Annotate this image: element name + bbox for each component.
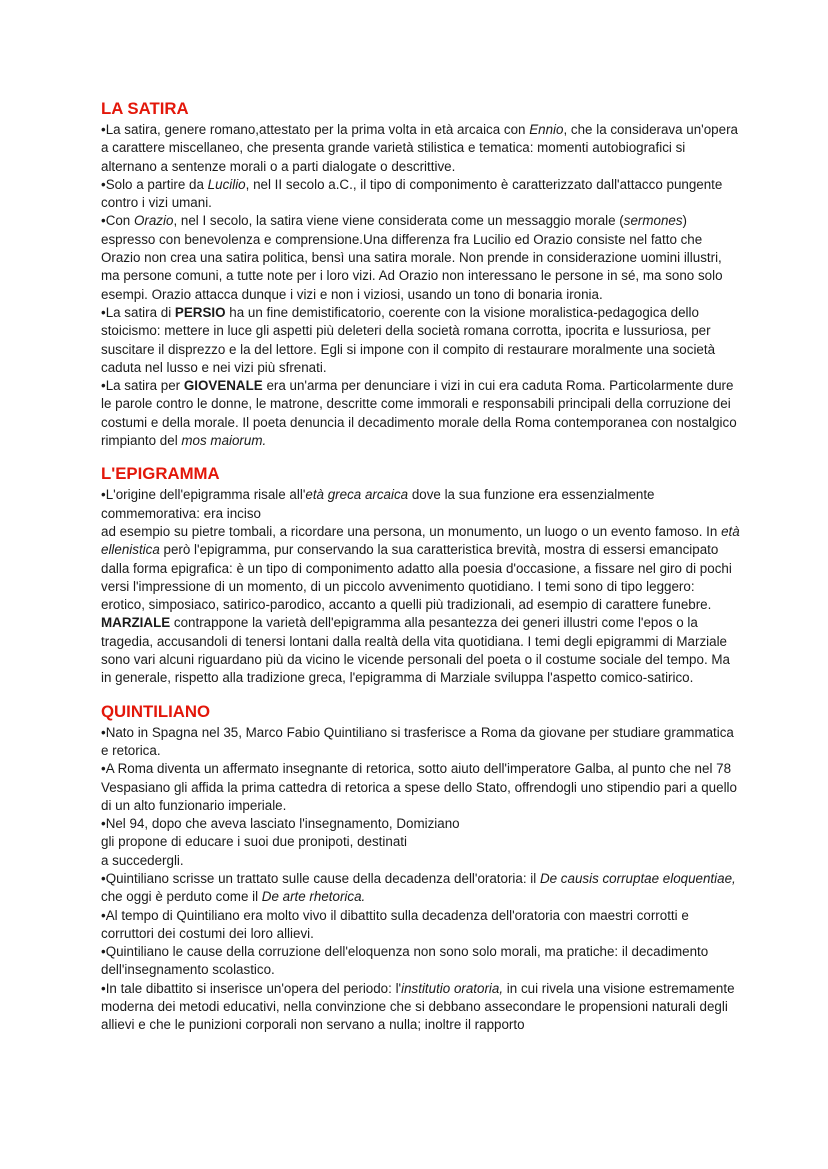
text-run: era un'arma per denunciare i vizi in cui era caduta Roma. Particolarmente dure le parole contro le donne, le matrone, descritte come immorali e responsabili principali della corruzione dei costumi e della morale. Il poeta denuncia il decadimento morale della Roma contemporanea con nostalgico rimpianto del <box>101 378 737 449</box>
text-run: •Solo a partire da <box>101 176 208 192</box>
text-run: •Nel 94, dopo che aveva lasciato l'insegnamento, Domiziano <box>101 816 460 832</box>
paragraph <box>101 815 741 833</box>
section-heading: L'EPIGRAMMA <box>101 464 220 484</box>
text-run: gli propone di educare i suoi due pronipoti, destinati <box>101 834 407 850</box>
paragraph <box>101 833 741 851</box>
paragraph <box>101 870 741 907</box>
text-run: •Nato in Spagna nel 35, Marco Fabio Quintiliano si trasferisce a Roma da giovane per studiare grammatica e retorica. <box>101 724 734 758</box>
text-run: , che la considerava un'opera a carattere miscellaneo, che presenta grande varietà stilistica e tematica: momenti autobiografici si alternano a sentenze morali o a parti dialogate o descrittive. <box>101 122 738 174</box>
paragraph <box>101 852 741 870</box>
text-run: ) espresso con benevolenza e comprensione.Una differenza fra Lucilio ed Orazio consiste nel fatto che Orazio non crea una satira politica, bensì una satira morale. Non prende in considerazione uomini illustri, ma persone comuni, a tutte note per i loro vizi. Ad Orazio non interessano le persone in sé, ma sono solo esempi. Orazio attacca dunque i vizi e non i viziosi, usando un tono di bonaria ironia. <box>101 213 723 302</box>
section-la-satira <box>101 99 741 450</box>
paragraph <box>101 523 741 688</box>
paragraph <box>101 304 741 377</box>
italic-text: età ellenistica <box>101 523 740 558</box>
text-run: però l'epigramma, pur conservando la sua caratteristica brevità, mostra di essersi emancipato dalla forma epigrafica: è un tipo di componimento adatto alla poesia d'occasione, a fissare nel giro di pochi versi l'impressione di un momento, di un piccolo avvenimento quotidiano. I temi sono di tipo leggero: erotico, simposiaco, satirico-parodico, accanto a quelli più tradizionali, ad esempio di carattere funebre. <box>101 542 732 613</box>
text-run: ad esempio su pietre tombali, a ricordare una persona, un monumento, un luogo o un evento famoso. In <box>101 523 722 539</box>
text-run: ha un fine demistificatorio, coerente con la visione moralistica-pedagogica dello stoicismo: mettere in luce gli aspetti più deleteri della società romana corrotta, ipocrita e lussuriosa, per suscitare il disprezzo e la del lettore. Egli si impone con il compito di restaurare moralmente una società caduta nel lusso e nei vizi più sfrenati. <box>101 304 716 375</box>
text-run: •Quintiliano le cause della corruzione dell'eloquenza non sono solo morali, ma pratiche: il decadimento dell'insegnamento scolastico. <box>101 944 709 978</box>
text-run: •Quintiliano scrisse un trattato sulle cause della decadenza dell'oratoria: il <box>101 870 540 886</box>
italic-text: De arte rhetorica. <box>261 889 366 905</box>
paragraph <box>101 980 741 1035</box>
paragraph <box>101 377 741 450</box>
italic-text: mos maiorum. <box>181 433 267 449</box>
text-run: dove la sua funzione era essenzialmente commemorativa: era inciso <box>101 487 655 521</box>
text-run: •Al tempo di Quintiliano era molto vivo il dibattito sulla decadenza dell'oratoria con maestri corrotti e corruttori dei costumi dei loro allievi. <box>101 907 689 941</box>
text-run: •Con <box>101 213 134 229</box>
text-run: , nel II secolo a.C., il tipo di componimento è caratterizzato dall'attacco pungente contro i vizi umani. <box>101 176 723 211</box>
document-body <box>101 99 741 1049</box>
paragraph <box>101 907 741 944</box>
text-run: •La satira per <box>101 378 184 394</box>
paragraph <box>101 724 741 761</box>
text-run: che oggi è perduto come il <box>101 889 262 905</box>
italic-text: institutio oratoria, <box>401 980 504 996</box>
text-run: •In tale dibattito si inserisce un'opera del periodo: l' <box>101 980 402 996</box>
section-l-epigramma <box>101 464 741 687</box>
italic-text: De causis corruptae eloquentiae, <box>539 870 736 886</box>
italic-text: sermones <box>623 213 683 229</box>
bold-text: GIOVENALE <box>183 378 263 394</box>
text-run: •A Roma diventa un affermato insegnante di retorica, sotto aiuto dell'imperatore Galba, al punto che nel 78 Vespasiano gli affida la prima cattedra di retorica a spese dello Stato, offrendogli uno stipendio pari a quello di un alto funzionario imperiale. <box>101 761 737 813</box>
text-run: a succedergli. <box>101 852 184 868</box>
paragraph <box>101 943 741 980</box>
italic-text: età greca arcaica <box>305 487 409 503</box>
italic-text: Lucilio <box>207 176 246 192</box>
section-quintiliano <box>101 702 741 1035</box>
paragraph <box>101 212 741 303</box>
text-run: •L'origine dell'epigramma risale all' <box>101 487 306 503</box>
text-run: in cui rivela una visione estremamente moderna dei metodi educativi, nella convinzione che si debbano assecondare le propensioni naturali degli allievi e che le punizioni corporali non servano a nulla; inoltre il rapporto <box>101 980 735 1033</box>
italic-text: Ennio <box>529 122 564 137</box>
paragraph <box>101 176 741 213</box>
bold-text: PERSIO <box>174 304 226 320</box>
paragraph <box>101 486 741 523</box>
section-heading: LA SATIRA <box>101 99 189 118</box>
text-run: , nel I secolo, la satira viene viene considerata come un messaggio morale ( <box>173 213 624 229</box>
text-run: contrappone la varietà dell'epigramma alla pesantezza dei generi illustri come l'epos o la tragedia, accusandoli di tenersi lontani dalla realtà della vita quotidiana. I temi degli epigrammi di Marziale sono vari alcuni riguardano più da vicino le vicende personali del poeta o il costume sociale del tempo. Ma in generale, rispetto alla tradizione greca, l'epigramma di Marziale sviluppa l'aspetto comico-satirico. <box>101 615 730 686</box>
section-heading: QUINTILIANO <box>101 701 211 721</box>
text-run: •La satira, genere romano,attestato per la prima volta in età arcaica con <box>101 122 530 137</box>
paragraph <box>101 760 741 815</box>
text-run: •La satira di <box>101 304 175 320</box>
paragraph <box>101 121 741 176</box>
bold-text: MARZIALE <box>101 615 171 631</box>
italic-text: Orazio <box>133 213 174 229</box>
